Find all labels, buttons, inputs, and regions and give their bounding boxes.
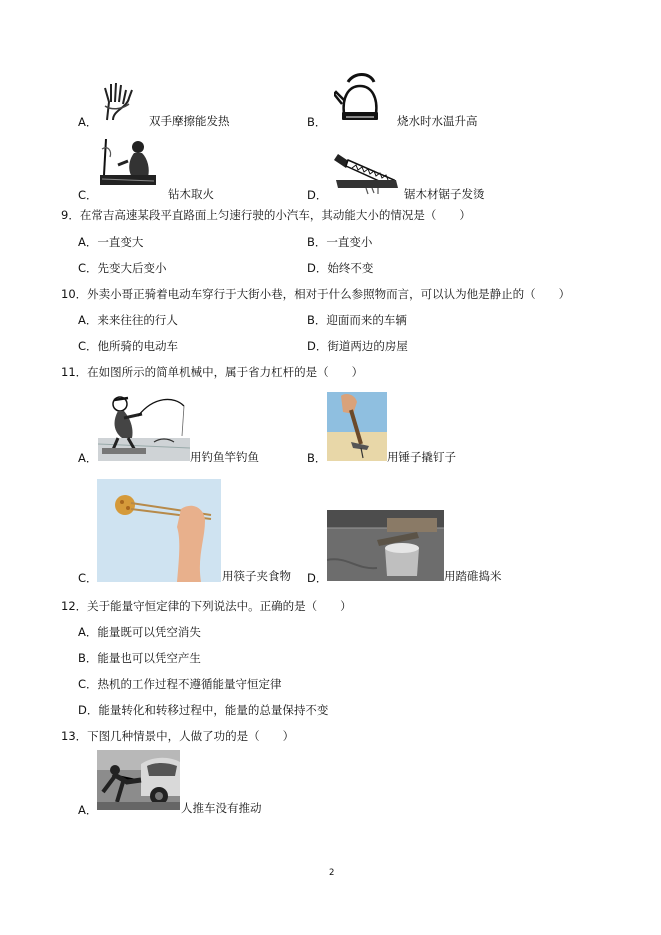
q9-option-a[interactable]: A．一直变大 (78, 235, 144, 249)
q10-option-c[interactable]: C．他所骑的电动车 (78, 339, 179, 353)
kettle-image (334, 70, 386, 125)
q11-option-b-text: 用锤子撬钉子 (387, 450, 456, 464)
q9-option-c[interactable]: C．先变大后变小 (78, 261, 167, 275)
hammer-nail-image (327, 392, 387, 461)
pushing-car-image (97, 750, 180, 810)
q11-option-a-text: 用钓鱼竿钓鱼 (190, 450, 259, 464)
q9-stem: 9．在常吉高速某段平直路面上匀速行驶的小汽车，其动能大小的情况是（ ） (61, 208, 471, 222)
q8-option-b-text: 烧水时水温升高 (397, 114, 478, 128)
q11-option-a-label[interactable]: A． (78, 451, 98, 465)
q12-option-b[interactable]: B．能量也可以凭空产生 (78, 651, 201, 665)
q8-option-d-label[interactable]: D． (307, 188, 328, 202)
q11-option-c-label[interactable]: C． (78, 571, 98, 585)
q9-option-d[interactable]: D．始终不变 (307, 261, 374, 275)
q10-option-d[interactable]: D．街道两边的房屋 (307, 339, 408, 353)
q12-option-a[interactable]: A．能量既可以凭空消失 (78, 625, 201, 639)
q8-option-b-label[interactable]: B． (307, 115, 327, 129)
q13-stem: 13．下图几种情景中，人做了功的是（ ） (61, 729, 295, 743)
q13-option-a-label[interactable]: A． (78, 803, 98, 817)
q13-option-a-text: 人推车没有推动 (181, 801, 262, 815)
q10-stem: 10．外卖小哥正骑着电动车穿行于大街小巷，相对于什么参照物而言，可以认为他是静止的（ ） (61, 287, 571, 301)
drilling-wood-fire-image (98, 135, 160, 190)
q12-stem: 12．关于能量守恒定律的下列说法中。正确的是（ ） (61, 599, 352, 613)
q10-option-a[interactable]: A．来来往往的行人 (78, 313, 178, 327)
q12-option-d[interactable]: D．能量转化和转移过程中，能量的总量保持不变 (78, 703, 329, 717)
q12-option-c[interactable]: C．热机的工作过程不遵循能量守恒定律 (78, 677, 282, 691)
chopsticks-food-image (97, 479, 221, 582)
sawing-wood-image (332, 150, 400, 195)
q8-option-c-label[interactable]: C． (78, 188, 98, 202)
q11-option-c-text: 用筷子夹食物 (222, 569, 291, 583)
pestle-rice-image (327, 510, 444, 581)
q11-option-d-text: 用踏碓捣米 (444, 569, 502, 583)
q9-option-b[interactable]: B．一直变小 (307, 235, 373, 249)
hands-rubbing-image (99, 80, 139, 122)
q8-option-a-label[interactable]: A． (78, 115, 98, 129)
q11-option-b-label[interactable]: B． (307, 451, 327, 465)
q10-option-b[interactable]: B．迎面而来的车辆 (307, 313, 407, 327)
q11-option-d-label[interactable]: D． (307, 571, 328, 585)
q8-option-d-text: 锯木材锯子发烫 (404, 187, 485, 201)
q8-option-a-text: 双手摩擦能发热 (149, 114, 230, 128)
q8-option-c-text: 钻木取火 (168, 187, 214, 201)
fishing-rod-image (98, 392, 190, 461)
page-number: 2 (329, 868, 335, 878)
q11-stem: 11．在如图所示的简单机械中，属于省力杠杆的是（ ） (61, 365, 364, 379)
